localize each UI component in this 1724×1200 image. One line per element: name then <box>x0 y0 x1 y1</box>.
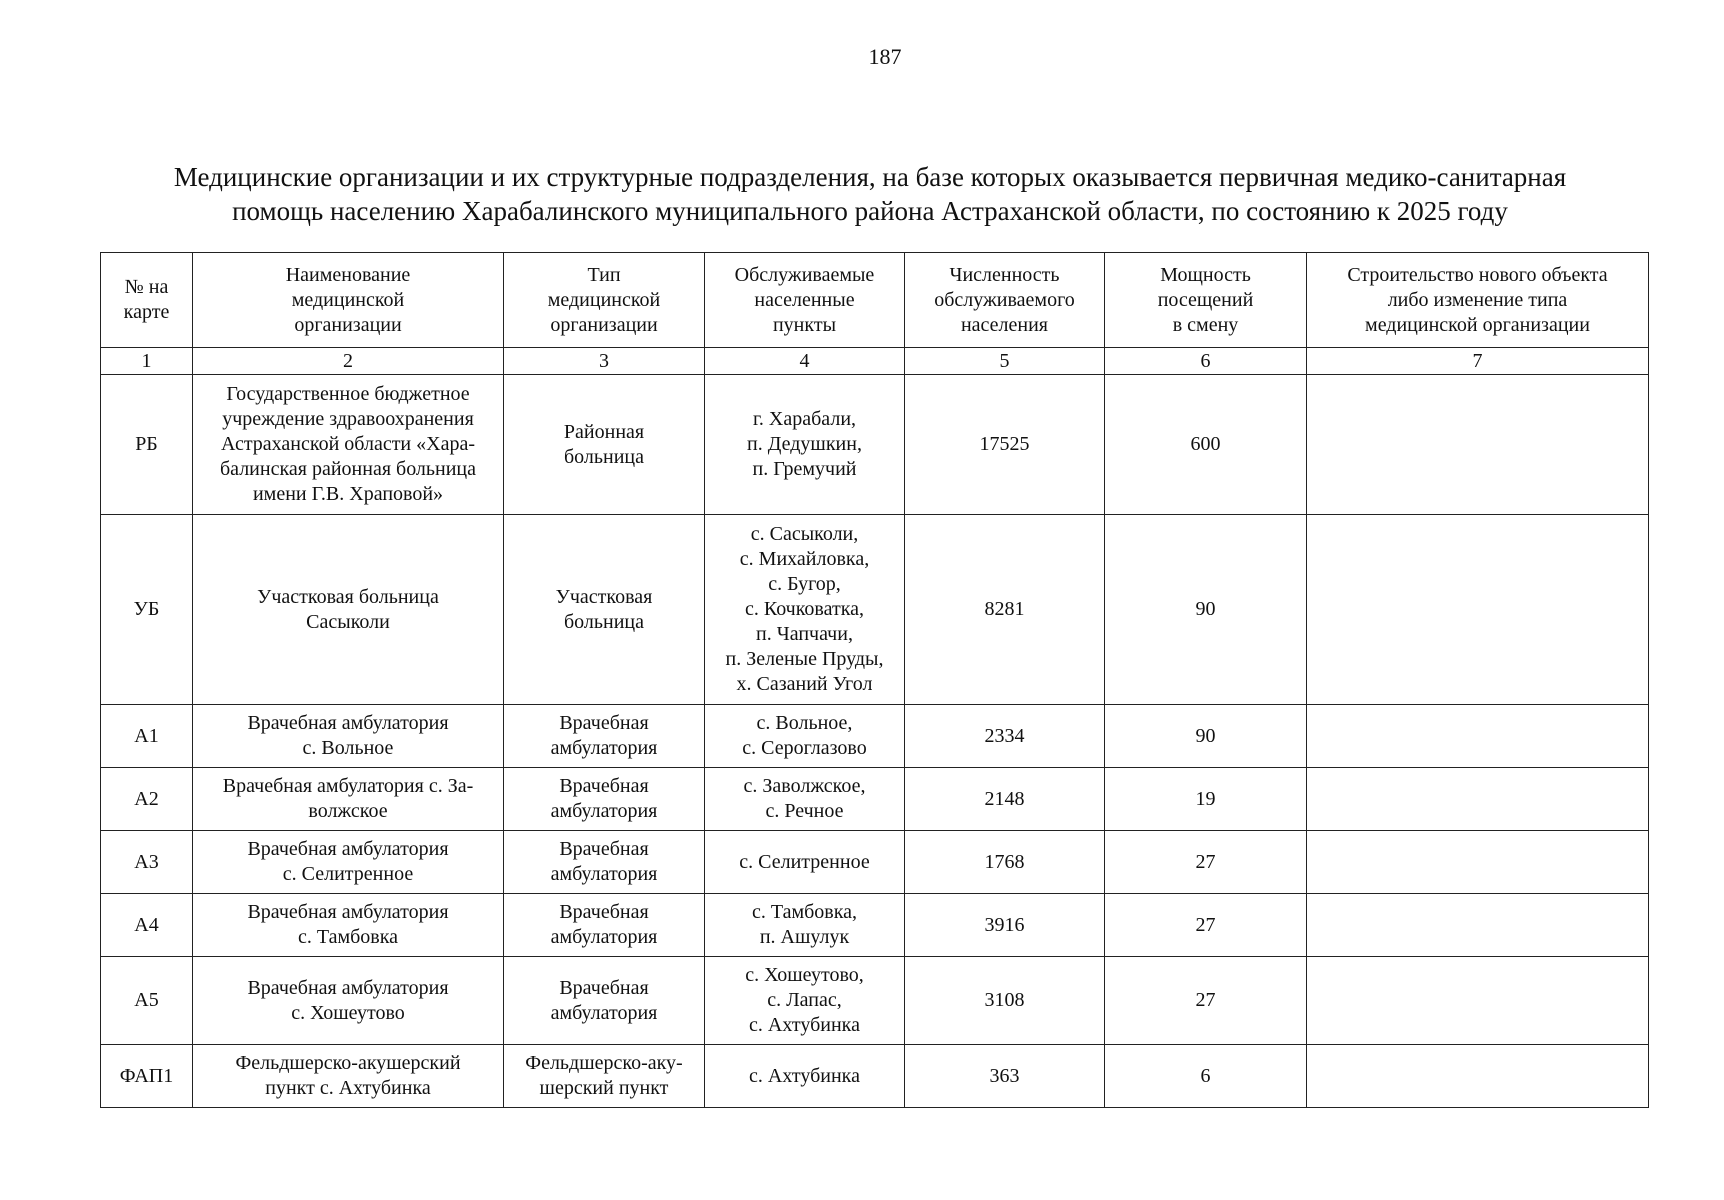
row-code: УБ <box>101 515 193 705</box>
row-org-name: Государственное бюджетное учреждение здравоохранения Астраханской области «Хара- балинская районная больница имени Г.В. Храповой» <box>193 375 504 515</box>
row-capacity: 600 <box>1105 375 1307 515</box>
row-org-name: Участковая больница Сасыколи <box>193 515 504 705</box>
row-construction <box>1307 768 1649 831</box>
row-capacity: 27 <box>1105 894 1307 957</box>
row-population: 3916 <box>905 894 1105 957</box>
row-code: А1 <box>101 705 193 768</box>
row-capacity: 19 <box>1105 768 1307 831</box>
table-row <box>101 1045 1649 1108</box>
row-org-type: Врачебная амбулатория <box>504 705 705 768</box>
row-org-name: Врачебная амбулатория с. Тамбовка <box>193 894 504 957</box>
row-population: 1768 <box>905 831 1105 894</box>
row-org-type: Районная больница <box>504 375 705 515</box>
row-construction <box>1307 1045 1649 1108</box>
column-number: 5 <box>905 348 1105 375</box>
row-population: 363 <box>905 1045 1105 1108</box>
row-org-name: Фельдшерско-акушерский пункт с. Ахтубинка <box>193 1045 504 1108</box>
row-capacity: 90 <box>1105 515 1307 705</box>
header-org-name: Наименование медицинской организации <box>193 253 504 348</box>
table-row <box>101 515 1649 705</box>
column-number: 2 <box>193 348 504 375</box>
header-map-number: № на карте <box>101 253 193 348</box>
table-row <box>101 831 1649 894</box>
row-served-places: с. Хошеутово, с. Лапас, с. Ахтубинка <box>705 957 905 1045</box>
row-population: 2148 <box>905 768 1105 831</box>
header-served-places: Обслуживаемые населенные пункты <box>705 253 905 348</box>
row-org-name: Врачебная амбулатория с. Селитренное <box>193 831 504 894</box>
row-construction <box>1307 705 1649 768</box>
row-org-name: Врачебная амбулатория с. За- волжское <box>193 768 504 831</box>
row-capacity: 6 <box>1105 1045 1307 1108</box>
row-construction <box>1307 515 1649 705</box>
title-line-1: Медицинские организации и их структурные подразделения, на базе которых оказывается первичная медико-санитарная <box>173 162 1567 192</box>
table-row <box>101 768 1649 831</box>
row-code: А4 <box>101 894 193 957</box>
row-org-name: Врачебная амбулатория с. Хошеутово <box>193 957 504 1045</box>
row-population: 3108 <box>905 957 1105 1045</box>
column-number-row <box>101 348 1649 375</box>
row-code: А3 <box>101 831 193 894</box>
table-row <box>101 957 1649 1045</box>
row-org-type: Врачебная амбулатория <box>504 894 705 957</box>
table-row <box>101 705 1649 768</box>
header-capacity: Мощность посещений в смену <box>1105 253 1307 348</box>
row-served-places: с. Селитренное <box>705 831 905 894</box>
row-code: ФАП1 <box>101 1045 193 1108</box>
row-construction <box>1307 894 1649 957</box>
row-code: А2 <box>101 768 193 831</box>
column-number: 1 <box>101 348 193 375</box>
table-header-row <box>101 253 1649 348</box>
row-construction <box>1307 375 1649 515</box>
row-served-places: г. Харабали, п. Дедушкин, п. Гремучий <box>705 375 905 515</box>
row-capacity: 90 <box>1105 705 1307 768</box>
row-org-name: Врачебная амбулатория с. Вольное <box>193 705 504 768</box>
medical-organizations-table <box>100 252 1649 1108</box>
document-title <box>80 160 1660 228</box>
row-capacity: 27 <box>1105 957 1307 1045</box>
row-construction <box>1307 957 1649 1045</box>
header-population: Численность обслуживаемого населения <box>905 253 1105 348</box>
column-number: 3 <box>504 348 705 375</box>
row-code: РБ <box>101 375 193 515</box>
row-construction <box>1307 831 1649 894</box>
row-code: А5 <box>101 957 193 1045</box>
row-org-type: Врачебная амбулатория <box>504 957 705 1045</box>
row-served-places: с. Вольное, с. Сероглазово <box>705 705 905 768</box>
column-number: 6 <box>1105 348 1307 375</box>
row-org-type: Врачебная амбулатория <box>504 768 705 831</box>
table-row <box>101 375 1649 515</box>
row-org-type: Врачебная амбулатория <box>504 831 705 894</box>
column-number: 7 <box>1307 348 1649 375</box>
row-population: 17525 <box>905 375 1105 515</box>
row-served-places: с. Сасыколи, с. Михайловка, с. Бугор, с. Кочковатка, п. Чапчачи, п. Зеленые Пруды, х. Сазаний Угол <box>705 515 905 705</box>
row-served-places: с. Тамбовка, п. Ашулук <box>705 894 905 957</box>
row-served-places: с. Ахтубинка <box>705 1045 905 1108</box>
header-org-type: Тип медицинской организации <box>504 253 705 348</box>
row-capacity: 27 <box>1105 831 1307 894</box>
column-number: 4 <box>705 348 905 375</box>
title-line-2: помощь населению Харабалинского муниципального района Астраханской области, по состоянию к 2025 году <box>232 196 1508 226</box>
row-org-type: Участковая больница <box>504 515 705 705</box>
row-org-type: Фельдшерско-аку- шерский пункт <box>504 1045 705 1108</box>
row-population: 8281 <box>905 515 1105 705</box>
page-number: 187 <box>868 44 902 69</box>
row-served-places: с. Заволжское, с. Речное <box>705 768 905 831</box>
row-population: 2334 <box>905 705 1105 768</box>
table-row <box>101 894 1649 957</box>
header-construction: Строительство нового объекта либо изменение типа медицинской организации <box>1307 253 1649 348</box>
